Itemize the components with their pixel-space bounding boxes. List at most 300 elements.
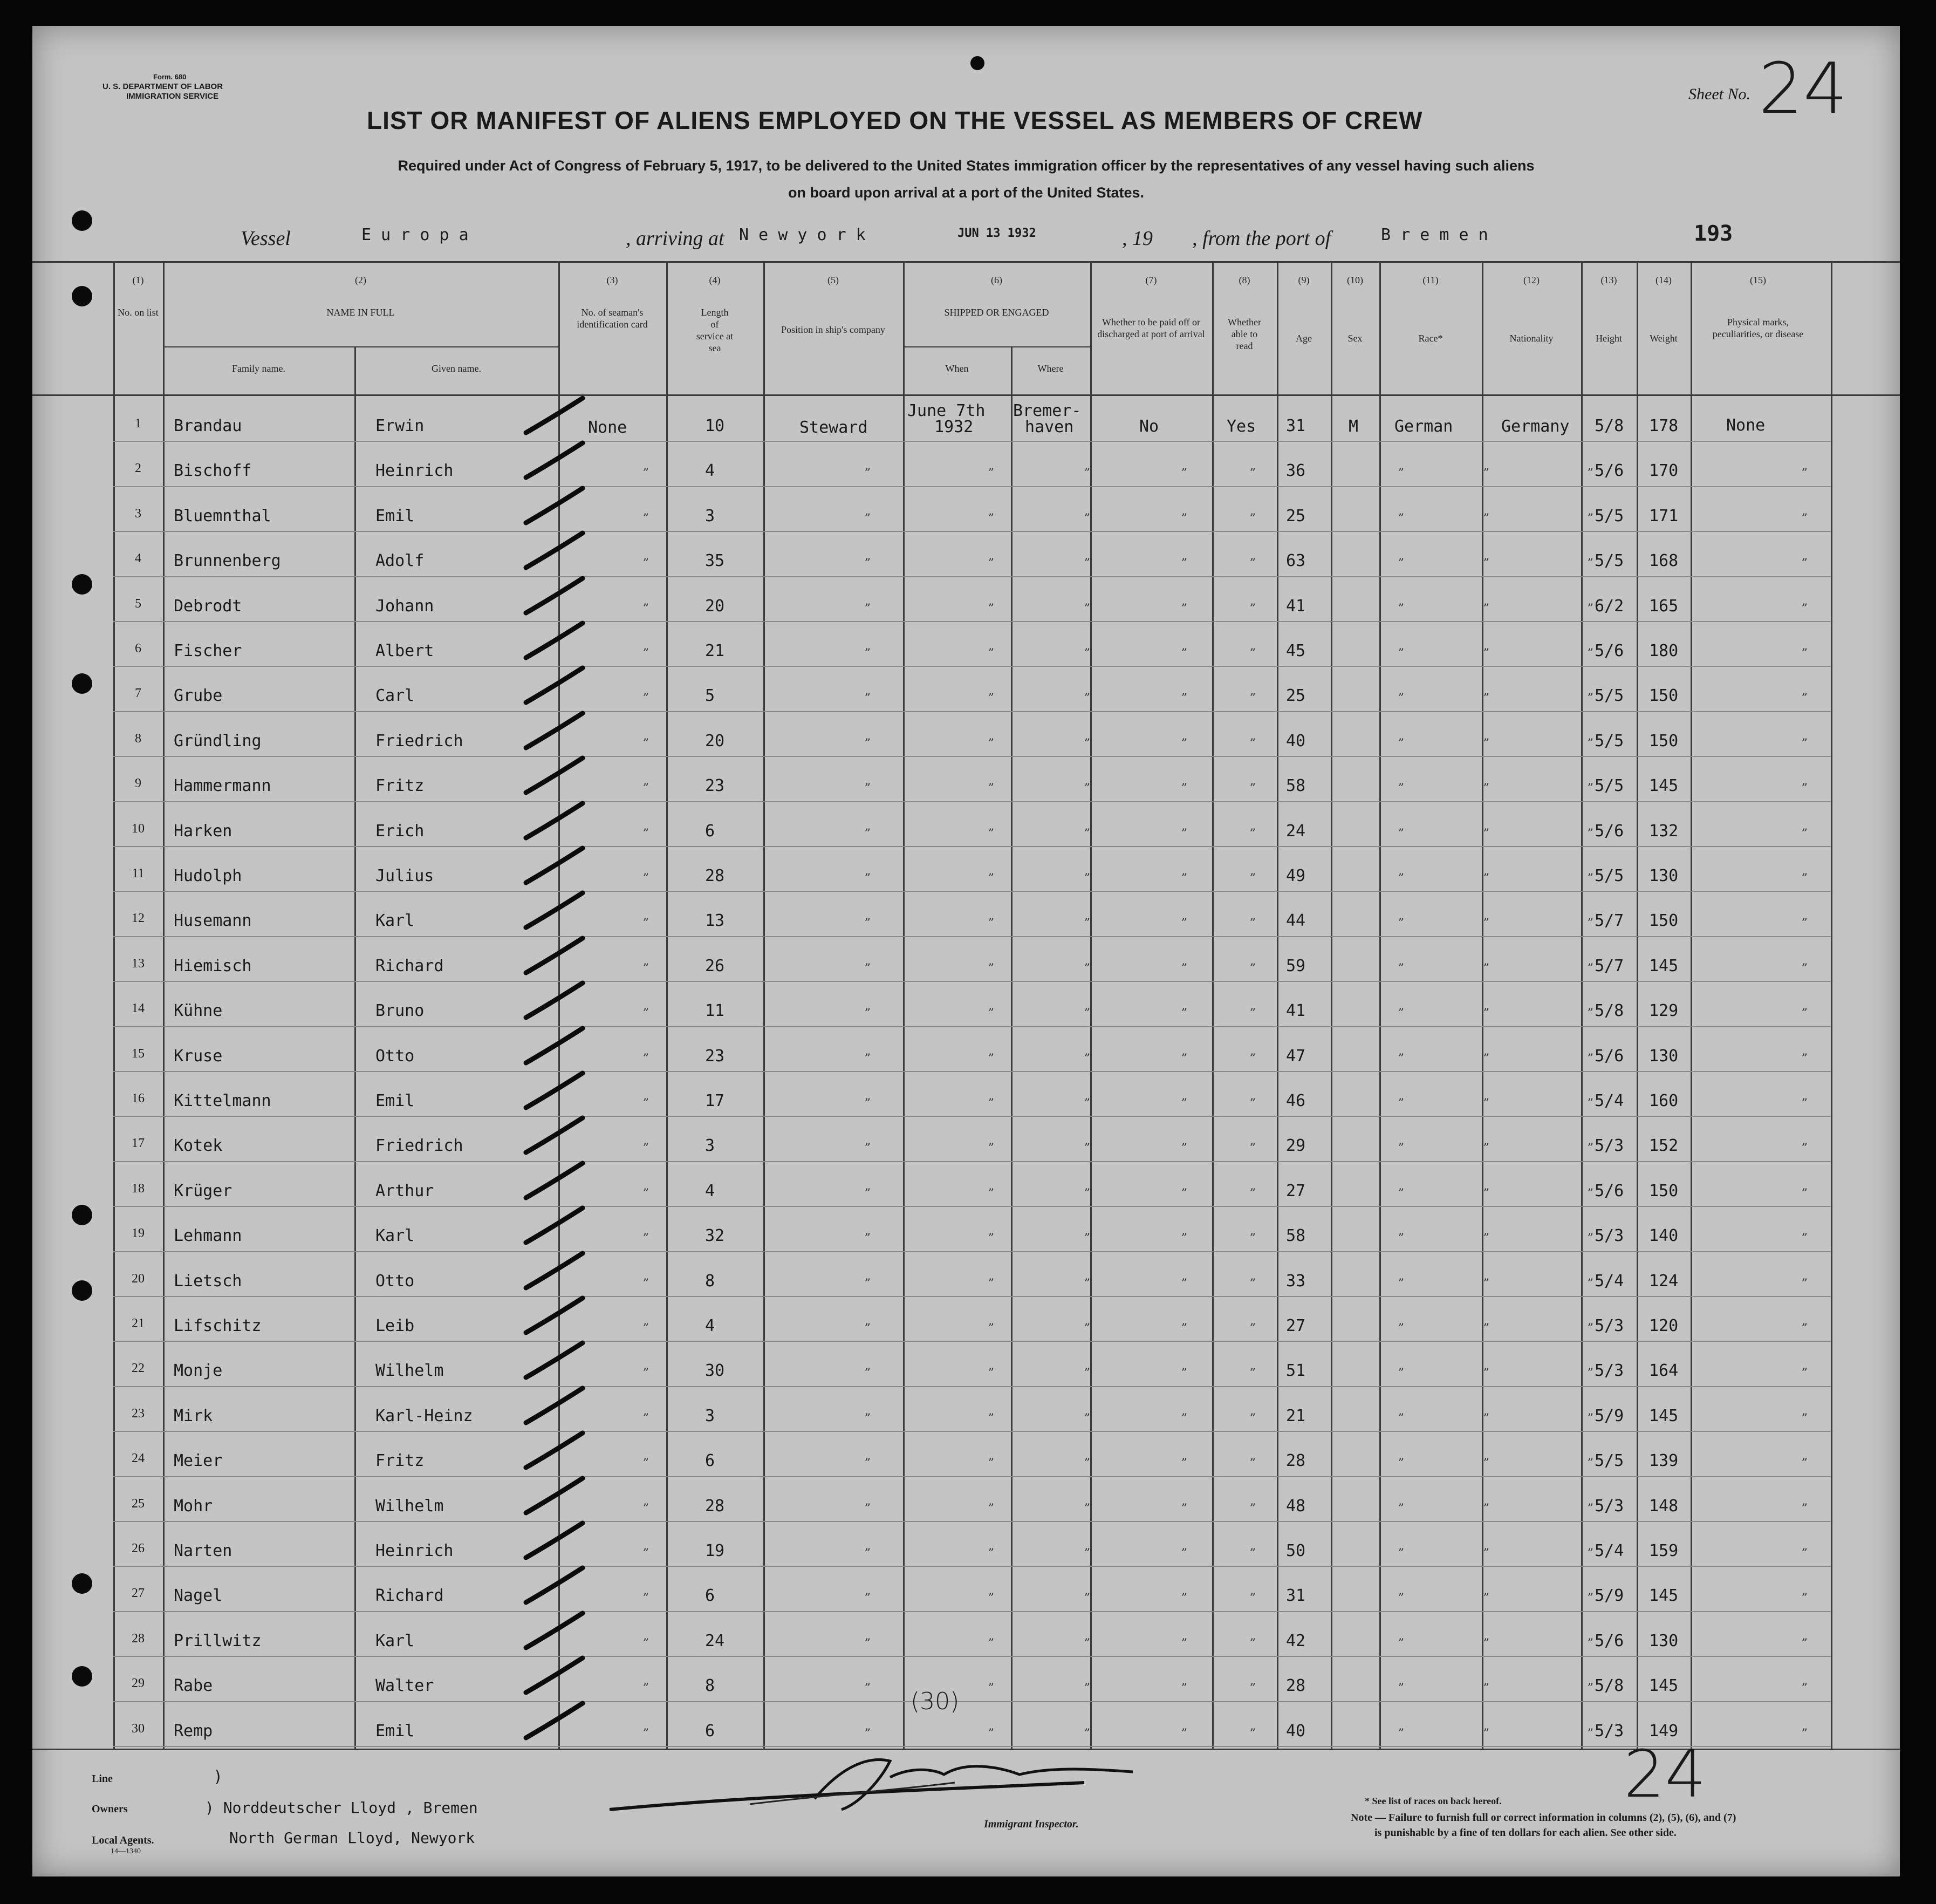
ditto-mark: „ [1398,684,1405,698]
service-label: IMMIGRATION SERVICE [126,92,219,101]
ditto-mark: „ [1250,1134,1256,1148]
ditto-mark: „ [865,1719,871,1733]
ditto-mark: „ [1181,729,1188,743]
ditto-mark: „ [643,639,649,653]
ditto-mark: „ [865,1494,871,1508]
ditto-mark: „ [988,1044,995,1058]
check-mark-icon [518,1700,588,1743]
weight: 139 [1649,1451,1679,1471]
ditto-mark: „ [1588,1269,1594,1283]
family-name: Bluemnthal [174,506,271,526]
ditto-mark: „ [988,1494,995,1508]
ditto-mark: „ [1398,819,1405,833]
ditto-mark: „ [1588,1629,1594,1643]
given-name: Arthur [375,1181,434,1200]
given-name: Karl-Heinz [375,1406,473,1425]
ditto-mark: „ [1398,1494,1405,1508]
row-gridline [113,1476,1831,1477]
service-years: 3 [705,1136,715,1156]
ditto-mark: „ [1483,684,1490,698]
ditto-mark: „ [643,1584,649,1598]
ditto-mark: „ [1181,1719,1188,1733]
height: 5/4 [1595,1541,1624,1560]
vessel-name: E u r o p a [361,226,469,244]
row-number: 18 [132,1181,145,1196]
col-number-11: (11) [1422,275,1439,285]
row-number: 7 [135,686,141,701]
row-number: 17 [132,1136,145,1151]
age: 63 [1286,551,1306,571]
ditto-mark: „ [1250,819,1256,833]
ditto-mark: „ [643,684,649,698]
service-years: 17 [705,1091,725,1110]
row-number: 13 [132,956,145,971]
ditto-mark: „ [1084,1224,1091,1238]
height: 5/5 [1595,731,1624,750]
ditto-mark: „ [1084,1584,1091,1598]
sheet-number: 24 [1759,47,1848,129]
service-years: 6 [705,1721,715,1741]
col-number-10: (10) [1347,275,1363,285]
col-header-name: NAME IN FULL [326,307,395,318]
line-bracket: ) [213,1767,223,1786]
penalty-note-1: Note — Failure to furnish full or correct information in columns (2), (5), (6), and (7) [1351,1812,1736,1824]
ditto-mark: „ [1483,1404,1490,1418]
row1-shipped-where-1: Bremer- [1013,401,1082,420]
ditto-mark: „ [643,1044,649,1058]
family-name: Husemann [174,911,252,931]
weight: 165 [1649,596,1679,616]
check-mark-icon [518,710,588,753]
ditto-mark: „ [865,684,871,698]
ditto-mark: „ [1181,549,1188,563]
ditto-mark: „ [1588,999,1594,1013]
family-name: Hiemisch [174,956,252,975]
given-name: Erich [375,821,425,841]
department-label: U. S. DEPARTMENT OF LABOR [102,82,223,91]
ditto-mark: „ [1483,1539,1490,1553]
row-number: 19 [132,1226,145,1241]
row1-id-card: None [588,418,627,437]
ditto-mark: „ [1398,1089,1405,1103]
family-name: Remp [174,1721,213,1741]
height: 5/3 [1595,1136,1624,1156]
height: 5/8 [1595,1001,1624,1021]
row-number: 24 [132,1451,145,1466]
punch-hole [970,56,984,70]
service-years: 4 [705,1316,715,1335]
ditto-mark: „ [1802,1584,1808,1598]
ditto-mark: „ [1084,729,1091,743]
column-divider [1637,261,1638,1749]
ditto-mark: „ [1250,1044,1256,1058]
vessel-label: Vessel [241,227,291,250]
age: 49 [1286,866,1306,885]
service-years: 20 [705,731,725,750]
service-years: 19 [705,1541,725,1560]
ditto-mark: „ [1483,1719,1490,1733]
ditto-mark: „ [988,999,995,1013]
column-divider [763,261,765,1749]
ditto-mark: „ [643,1269,649,1283]
row-number: 2 [135,461,141,476]
age: 47 [1286,1046,1306,1066]
ditto-mark: „ [1483,909,1490,923]
weight: 168 [1649,551,1679,571]
ditto-mark: „ [1588,1584,1594,1598]
ditto-mark: „ [988,1584,995,1598]
row1-paid-off: No [1139,417,1159,436]
weight: 149 [1649,1721,1679,1741]
age: 59 [1286,956,1306,975]
row-gridline [113,1296,1831,1297]
height: 5/5 [1595,551,1624,571]
given-name: Emil [375,1721,415,1741]
given-name: Leib [375,1316,415,1335]
ditto-mark: „ [1398,774,1405,788]
ditto-mark: „ [1483,954,1490,968]
ditto-mark: „ [643,1359,649,1373]
ditto-mark: „ [643,864,649,878]
ditto-mark: „ [1250,549,1256,563]
header-bottom-border [32,394,1900,396]
ditto-mark: „ [988,909,995,923]
check-mark-icon [518,1070,588,1113]
col-header-family-name: Family name. [232,363,285,374]
manifest-sheet [32,26,1900,1876]
arrival-date-stamp: JUN 13 1932 [957,227,1036,240]
ditto-mark: „ [865,1674,871,1688]
height: 5/8 [1595,1676,1624,1696]
col-number-13: (13) [1600,275,1617,285]
service-years: 32 [705,1226,725,1246]
age: 21 [1286,1406,1306,1425]
ditto-mark: „ [1483,504,1490,518]
ditto-mark: „ [865,1314,871,1328]
age: 25 [1286,506,1306,526]
ditto-mark: „ [1084,1629,1091,1643]
check-mark-icon [518,620,588,663]
ditto-mark: „ [988,504,995,518]
col-header-age: Age [1296,333,1312,344]
age: 33 [1286,1271,1306,1291]
given-name: Emil [375,1091,415,1110]
weight: 145 [1649,1406,1679,1425]
row-number: 16 [132,1091,145,1105]
ditto-mark: „ [1802,549,1808,563]
ditto-mark: „ [1084,1044,1091,1058]
ditto-mark: „ [988,1629,995,1643]
ditto-mark: „ [1483,1044,1490,1058]
ditto-mark: „ [1483,774,1490,788]
ditto-mark: „ [988,954,995,968]
ditto-mark: „ [1398,1224,1405,1238]
ditto-mark: „ [1398,594,1405,608]
row-number: 21 [132,1316,145,1330]
family-name: Monje [174,1361,223,1381]
ditto-mark: „ [865,1584,871,1598]
age: 28 [1286,1676,1306,1696]
family-name: Bischoff [174,461,252,481]
given-name: Bruno [375,1001,425,1021]
ditto-mark: „ [1181,1449,1188,1463]
ditto-mark: „ [1250,1089,1256,1103]
ditto-mark: „ [1483,1179,1490,1193]
column-divider [1212,261,1214,1749]
column-divider [1831,261,1832,1749]
given-name: Richard [375,956,444,975]
ditto-mark: „ [1181,864,1188,878]
service-years: 28 [705,1496,725,1516]
col-header-race: Race* [1418,333,1443,344]
ditto-mark: „ [1084,549,1091,563]
punch-hole [72,286,92,306]
height: 5/4 [1595,1091,1624,1110]
service-years: 3 [705,506,715,526]
ditto-mark: „ [1181,1089,1188,1103]
row-gridline [113,1161,1831,1162]
ditto-mark: „ [988,864,995,878]
check-mark-icon [518,440,588,483]
column-divider [354,346,356,1749]
ditto-mark: „ [1588,864,1594,878]
ditto-mark: „ [988,1224,995,1238]
ditto-mark: „ [1084,504,1091,518]
weight: 170 [1649,461,1679,481]
ditto-mark: „ [1398,1314,1405,1328]
col-number-15: (15) [1750,275,1766,285]
row-gridline [113,486,1831,487]
given-name: Johann [375,596,434,616]
column-divider [1011,346,1013,1749]
ditto-mark: „ [1588,774,1594,788]
ditto-mark: „ [1181,1494,1188,1508]
family-name: Kotek [174,1136,223,1156]
ditto-mark: „ [1250,1449,1256,1463]
check-mark-icon [518,1115,588,1158]
line-label: Line [92,1773,113,1785]
check-mark-icon [518,1565,588,1608]
service-years: 24 [705,1631,725,1650]
ditto-mark: „ [988,639,995,653]
ditto-mark: „ [1483,1089,1490,1103]
owners-label: Owners [92,1803,128,1815]
ditto-mark: „ [1802,909,1808,923]
ditto-mark: „ [865,1134,871,1148]
row-gridline [113,531,1831,532]
family-name: Lifschitz [174,1316,262,1335]
ditto-mark: „ [1802,639,1808,653]
family-name: Grube [174,686,223,706]
weight: 145 [1649,956,1679,975]
age: 46 [1286,1091,1306,1110]
row-gridline [113,891,1831,892]
service-years: 21 [705,642,725,660]
given-name: Heinrich [375,461,454,481]
family-name: Mohr [174,1496,213,1516]
col-header-nationality: Nationality [1509,333,1554,344]
ditto-mark: „ [1084,1539,1091,1553]
ditto-mark: „ [1398,549,1405,563]
weight: 159 [1649,1541,1679,1560]
check-mark-icon [518,1610,588,1653]
ditto-mark: „ [1802,1089,1808,1103]
family-name: Hammermann [174,776,271,796]
row1-physical: None [1726,416,1766,435]
row-number: 14 [132,1001,145,1016]
check-mark-icon [518,890,588,933]
ditto-mark: „ [1398,1044,1405,1058]
col-header-shipped: SHIPPED OR ENGAGED [944,307,1049,318]
ditto-mark: „ [1802,459,1808,473]
service-years: 20 [705,596,725,616]
column-divider [113,261,115,1749]
ditto-mark: „ [1398,1539,1405,1553]
height: 5/6 [1595,1181,1624,1200]
ditto-mark: „ [1588,954,1594,968]
service-years: 35 [705,551,725,571]
ditto-mark: „ [643,954,649,968]
sheet-label: Sheet No. [1688,85,1750,103]
ditto-mark: „ [1250,729,1256,743]
ditto-mark: „ [1802,1494,1808,1508]
ditto-mark: „ [1483,1314,1490,1328]
col-header-sex: Sex [1347,333,1363,344]
row-gridline [113,1071,1831,1072]
service-years: 5 [705,686,715,706]
ditto-mark: „ [1181,1674,1188,1688]
row-number: 30 [132,1721,145,1736]
ditto-mark: „ [1250,684,1256,698]
ditto-mark: „ [1181,639,1188,653]
arriving-label: , arriving at [626,227,724,250]
agents-label: Local Agents. [92,1834,154,1846]
column-divider [1090,261,1092,1749]
given-name: Richard [375,1586,444,1606]
check-mark-icon [518,980,588,1023]
agents-value: North German Lloyd, Newyork [229,1829,475,1847]
row-number: 22 [132,1361,145,1376]
ditto-mark: „ [1398,999,1405,1013]
check-mark-icon [518,575,588,618]
height: 5/5 [1595,1451,1624,1471]
ditto-mark: „ [1802,1314,1808,1328]
ditto-mark: „ [643,729,649,743]
row-number: 26 [132,1541,145,1555]
ditto-mark: „ [865,1044,871,1058]
given-name: Friedrich [375,731,463,750]
col-number-9: (9) [1298,275,1310,285]
row1-sex: M [1349,417,1359,436]
age: 40 [1286,731,1306,750]
ditto-mark: „ [1802,1719,1808,1733]
weight: 130 [1649,1631,1679,1650]
ditto-mark: „ [1250,1719,1256,1733]
ditto-mark: „ [1250,504,1256,518]
height: 5/7 [1595,956,1624,975]
ditto-mark: „ [1588,1314,1594,1328]
departure-port: B r e m e n [1381,226,1488,244]
weight: 164 [1649,1361,1679,1381]
age: 51 [1286,1361,1306,1381]
height: 5/5 [1595,776,1624,796]
ditto-mark: „ [1250,1269,1256,1283]
height: 6/2 [1595,596,1624,616]
row-number: 27 [132,1586,145,1601]
ditto-mark: „ [865,819,871,833]
ditto-mark: „ [865,729,871,743]
ditto-mark: „ [1483,999,1490,1013]
ditto-mark: „ [1588,684,1594,698]
ditto-mark: „ [1398,909,1405,923]
ditto-mark: „ [1181,1179,1188,1193]
ditto-mark: „ [1483,549,1490,563]
row-number: 1 [135,417,141,431]
row-number: 12 [132,911,145,926]
ditto-mark: „ [1250,774,1256,788]
ditto-mark: „ [988,1269,995,1283]
ditto-mark: „ [643,594,649,608]
ditto-mark: „ [643,999,649,1013]
ditto-mark: „ [865,1539,871,1553]
ditto-mark: „ [1588,819,1594,833]
table-top-border [32,261,1900,263]
height: 5/6 [1595,1046,1624,1066]
ditto-mark: „ [1588,909,1594,923]
ditto-mark: „ [643,1134,649,1148]
row-gridline [113,441,1831,442]
ditto-mark: „ [1588,729,1594,743]
row-gridline [113,711,1831,712]
ditto-mark: „ [1181,1359,1188,1373]
ditto-mark: „ [988,774,995,788]
col-header-id-card: No. of seaman's identification card [577,307,648,330]
family-name: Nagel [174,1586,223,1606]
family-name: Kittelmann [174,1091,271,1110]
ditto-mark: „ [1802,999,1808,1013]
row-number: 15 [132,1046,145,1061]
weight: 120 [1649,1316,1679,1335]
ditto-mark: „ [1181,1224,1188,1238]
row-gridline [113,621,1831,622]
row-number: 6 [135,642,141,656]
weight: 124 [1649,1271,1679,1291]
service-years: 6 [705,1586,715,1606]
ditto-mark: „ [643,1089,649,1103]
ditto-mark: „ [1250,1179,1256,1193]
ditto-mark: „ [1084,594,1091,608]
height: 5/3 [1595,1361,1624,1381]
ditto-mark: „ [1588,1224,1594,1238]
ditto-mark: „ [1181,1629,1188,1643]
check-mark-icon [518,1475,588,1518]
family-name: Brandau [174,417,242,435]
col-number-8: (8) [1239,275,1250,285]
ditto-mark: „ [643,459,649,473]
col-header-height: Height [1596,333,1622,344]
ditto-mark: „ [988,1359,995,1373]
ditto-mark: „ [1181,954,1188,968]
ditto-mark: „ [1588,1179,1594,1193]
col-number-4: (4) [709,275,721,285]
service-years: 3 [705,1406,715,1425]
service-years: 11 [705,1001,725,1021]
ditto-mark: „ [1084,1089,1091,1103]
punch-hole [72,673,92,694]
column-divider [666,261,668,1749]
ditto-mark: „ [1483,1494,1490,1508]
col-number-12: (12) [1523,275,1540,285]
